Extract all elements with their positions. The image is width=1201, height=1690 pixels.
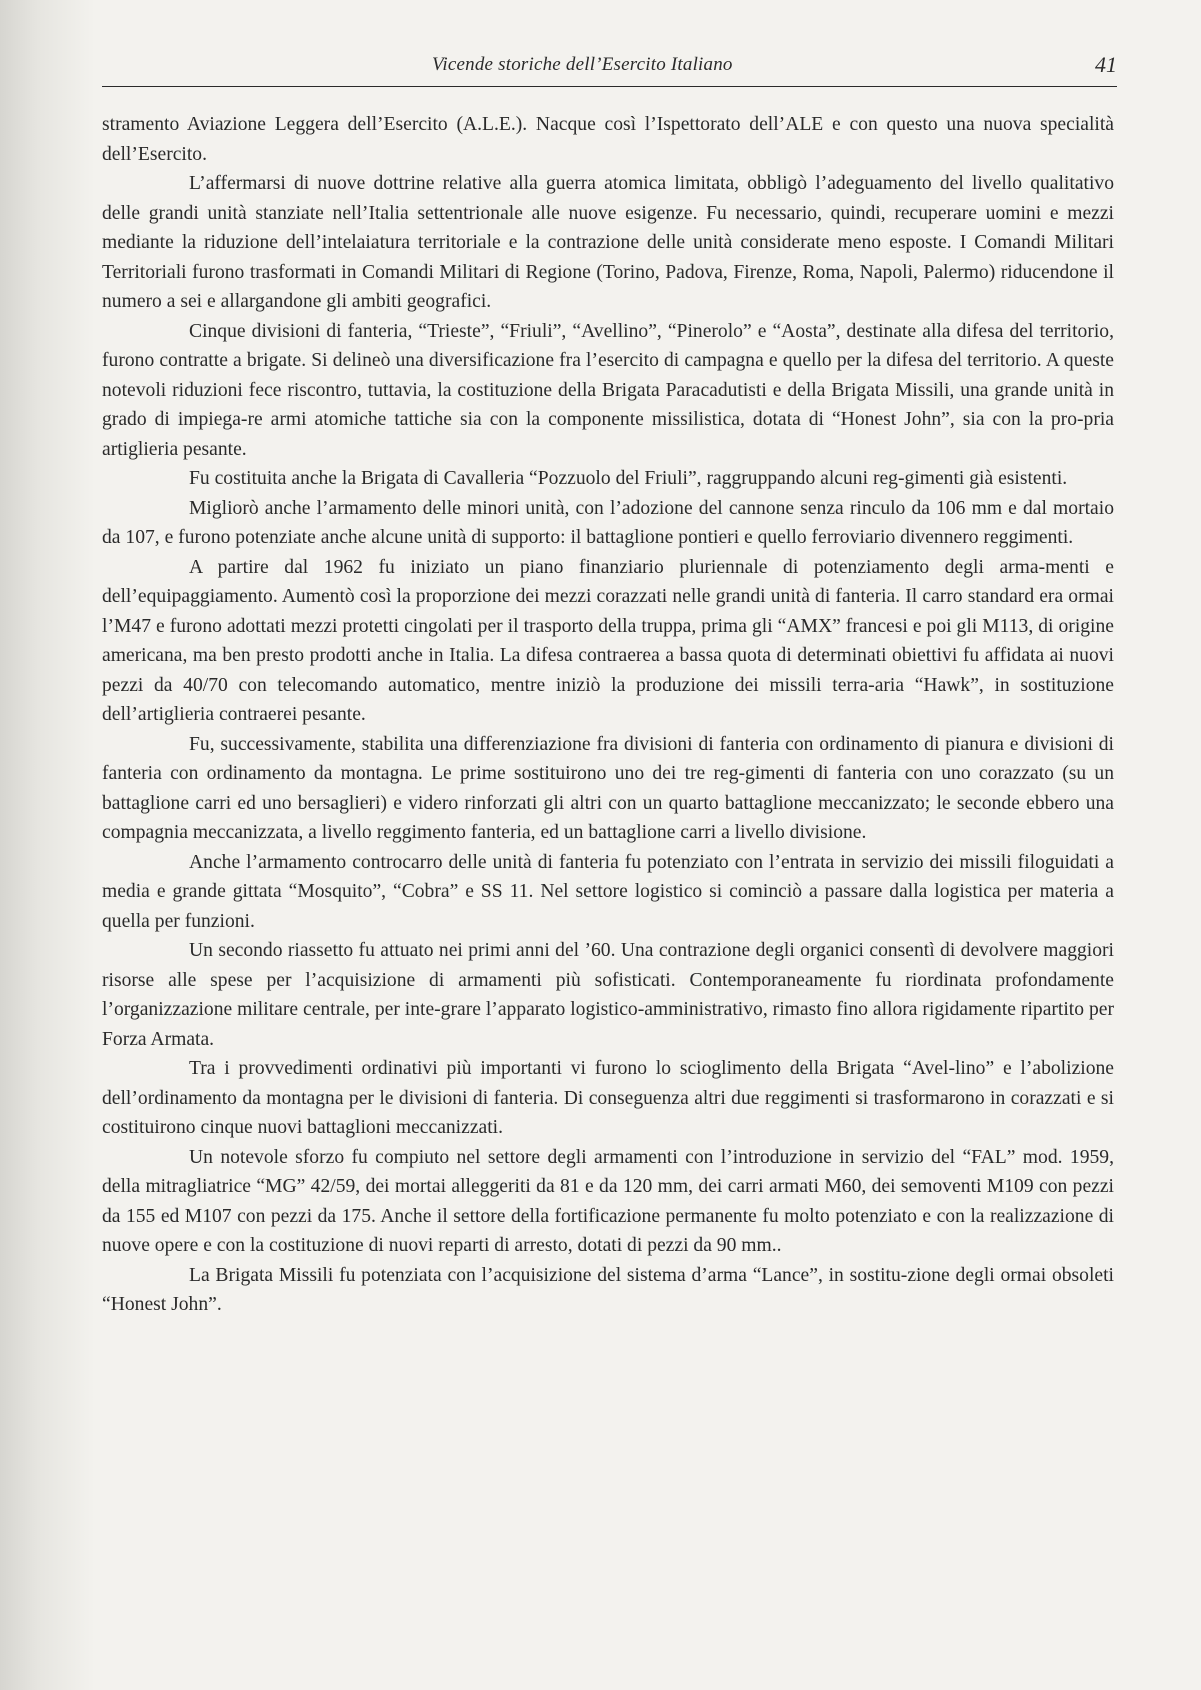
paragraph: A partire dal 1962 fu iniziato un piano finanziario pluriennale di potenziamento degli arma-menti e dell’equipaggiamento. Aumentò così la proporzione dei mezzi corazzati nelle grandi unità di fanteria. Il carro standard era ormai l’M47 e furono adottati mezzi protetti cingolati per il trasporto della truppa, prima gli “AMX” francesi e poi gli M113, di origine americana, ma ben presto prodotti anche in Italia. La difesa contraerea a bassa quota di determinati obiettivi fu affidata ai nuovi pezzi da 40/70 con telecomando automatico, mentre iniziò la produzione dei missili terra-aria “Hawk”, in sostituzione dell’artiglieria contraerei pesante. xyxy=(102,556,1114,725)
paragraph: Cinque divisioni di fanteria, “Trieste”, “Friuli”, “Avellino”, “Pinerolo” e “Aosta”, destinate alla difesa del territorio, furono contratte a brigate. Si delineò una diversificazione fra l’esercito di campagna e quello per la difesa del territorio. A queste notevoli riduzioni fece riscontro, tuttavia, la costituzione della Brigata Paracadutisti e della Brigata Missili, una grande unità in grado di impiega-re armi atomiche tattiche sia con la componente missilistica, dotata di “Honest John”, sia con la pro-pria artiglieria pesante. xyxy=(102,320,1114,460)
running-title: Vicende storiche dell’Esercito Italiano xyxy=(432,54,733,75)
running-head xyxy=(102,52,1117,82)
paragraph: L’affermarsi di nuove dottrine relative alla guerra atomica limitata, obbligò l’adeguamento del livello qualitativo delle grandi unità stanziate nell’Italia settentrionale alle nuove esigenze. Fu necessario, quindi, recuperare uomini e mezzi mediante la riduzione dell’intelaiatura territoriale e la contrazione delle unità considerate meno esposte. I Comandi Militari Territoriali furono trasformati in Comandi Militari di Regione (Torino, Padova, Firenze, Roma, Napoli, Palermo) riducendone il numero a sei e allargandone gli ambiti geografici. xyxy=(102,173,1114,312)
paragraph: Un secondo riassetto fu attuato nei primi anni del ’60. Una contrazione degli organici consentì di devolvere maggiori risorse alle spese per l’acquisizione di armamenti più sofisticati. Contemporaneamente fu riordinata profondamente l’organizzazione militare centrale, per inte-grare l’apparato logistico-amministrativo, rimasto fino allora rigidamente ripartito per Forza Armata. xyxy=(102,940,1114,1050)
paragraph: Tra i provvedimenti ordinativi più importanti vi furono lo scioglimento della Brigata “Avel-lino” e l’abolizione dell’ordinamento da montagna per le divisioni di fanteria. Di conseguenza altri due reggimenti si trasformarono in corazzati e si costituirono cinque nuovi battaglioni meccanizzati. xyxy=(102,1058,1114,1138)
paragraph: Fu, successivamente, stabilita una differenziazione fra divisioni di fanteria con ordinamento di pianura e divisioni di fanteria con ordinamento da montagna. Le prime sostituirono uno dei tre reg-gimenti di fanteria con uno corazzato (su un battaglione carri ed uno bersaglieri) e videro rinforzati gli altri con un quarto battaglione meccanizzato; le seconde ebbero una compagnia meccanizzata, a livello reggimento fanteria, ed un battaglione carri a livello divisione. xyxy=(102,733,1114,843)
paragraph: Migliorò anche l’armamento delle minori unità, con l’adozione del cannone senza rinculo da 106 mm e dal mortaio da 107, e furono potenziate anche alcune unità di supporto: il battaglione pontieri e quello ferroviario divennero reggimenti. xyxy=(102,497,1114,548)
paragraph: La Brigata Missili fu potenziata con l’acquisizione del sistema d’arma “Lance”, in sostitu-zione degli ormai obsoleti “Honest John”. xyxy=(102,1264,1114,1315)
paragraph: Fu costituita anche la Brigata di Cavalleria “Pozzuolo del Friuli”, raggruppando alcuni reg-gimenti già esistenti. xyxy=(189,468,1068,489)
header-rule xyxy=(102,86,1117,87)
paragraph: Anche l’armamento controcarro delle unità di fanteria fu potenziato con l’entrata in servizio dei missili filoguidati a media e grande gittata “Mosquito”, “Cobra” e SS 11. Nel settore logistico si cominciò a passare dalla logistica per materia a quella per funzioni. xyxy=(102,851,1114,932)
paragraph: Un notevole sforzo fu compiuto nel settore degli armamenti con l’introduzione in servizio del “FAL” mod. 1959, della mitragliatrice “MG” 42/59, dei mortai alleggeriti da 81 e da 120 mm, dei carri armati M60, dei semoventi M109 con pezzi da 155 ed M107 con pezzi da 175. Anche il settore della fortificazione permanente fu molto potenziato e con la realizzazione di nuove opere e con la costituzione di nuovi reparti di arresto, dotati di pezzi da 90 mm.. xyxy=(102,1146,1114,1256)
page-number: 41 xyxy=(1095,52,1117,77)
body-text xyxy=(102,110,1114,1320)
paragraph: stramento Aviazione Leggera dell’Esercito (A.L.E.). Nacque così l’Ispettorato dell’ALE e con questo una nuova specialità dell’Esercito. xyxy=(102,114,1114,165)
